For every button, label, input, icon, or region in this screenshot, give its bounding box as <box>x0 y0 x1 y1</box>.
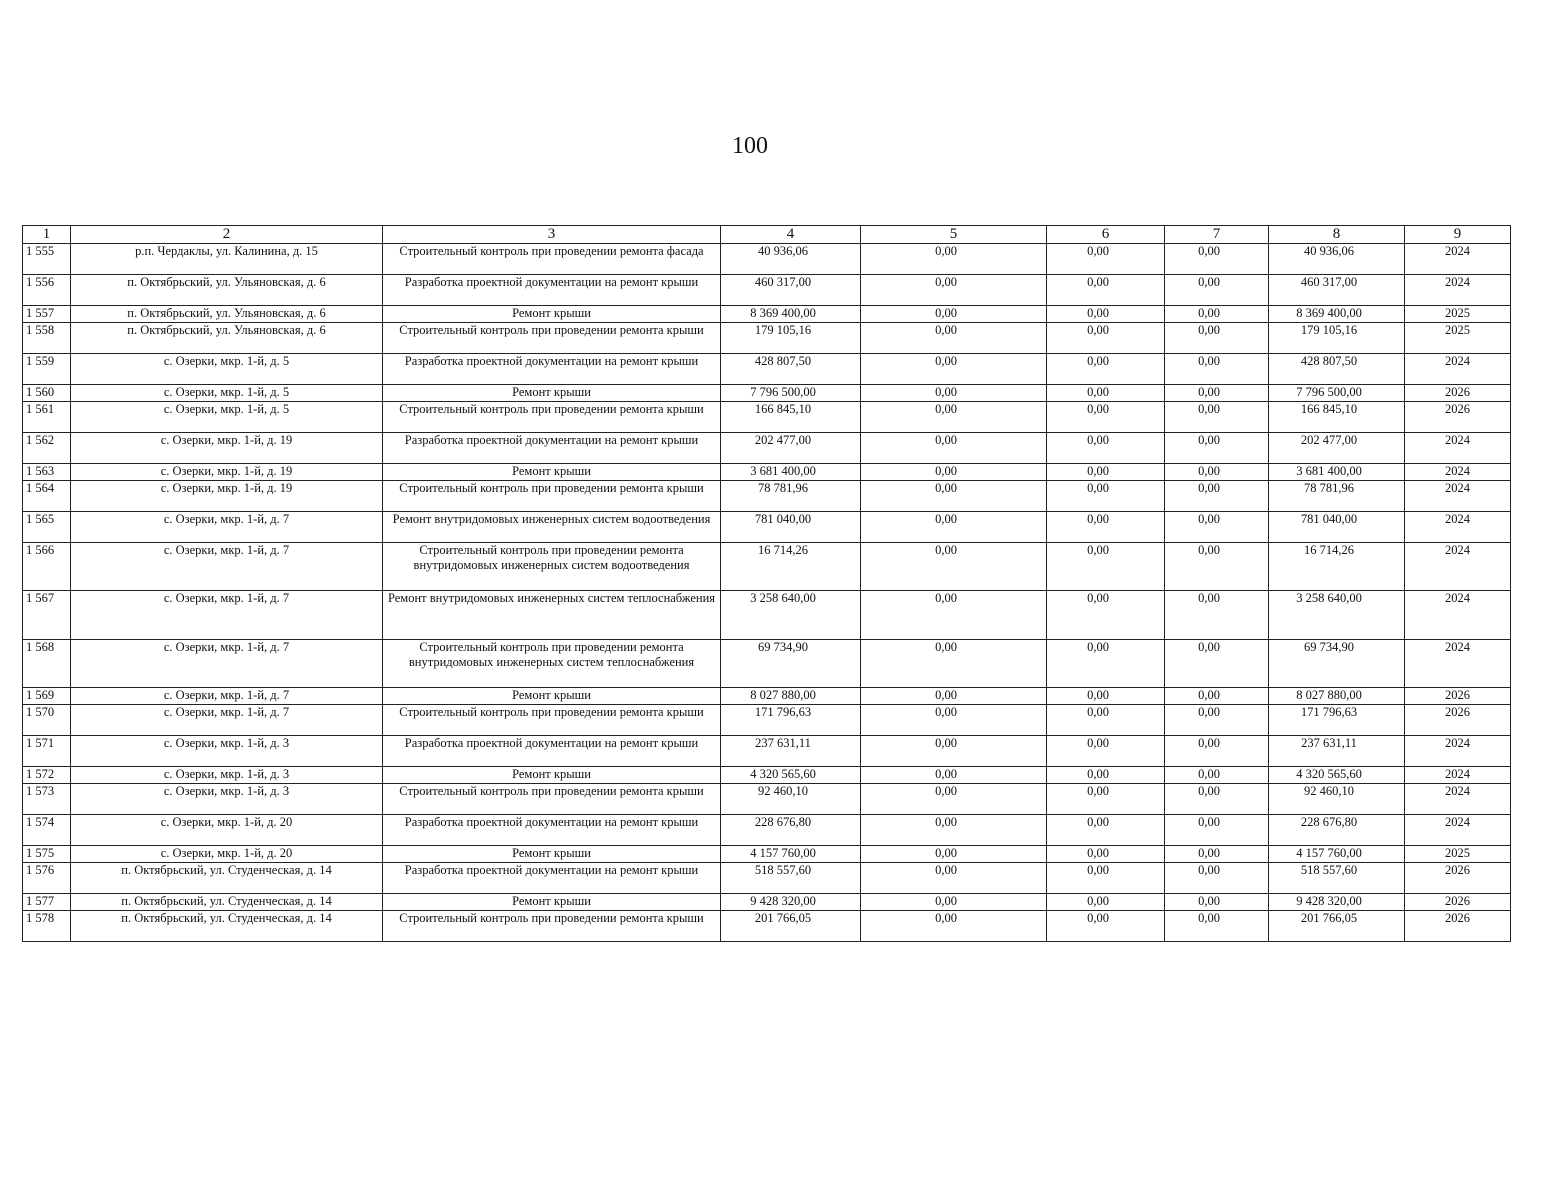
address-cell: с. Озерки, мкр. 1-й, д. 5 <box>71 354 383 385</box>
row-number: 1 578 <box>23 911 71 942</box>
row-number: 1 557 <box>23 306 71 323</box>
col5-cell: 0,00 <box>861 385 1047 402</box>
col7-cell: 0,00 <box>1165 481 1269 512</box>
col6-cell: 0,00 <box>1047 767 1165 784</box>
row-number: 1 570 <box>23 705 71 736</box>
total-cost-cell: 201 766,05 <box>721 911 861 942</box>
col6-cell: 0,00 <box>1047 433 1165 464</box>
total-cost-cell: 179 105,16 <box>721 323 861 354</box>
col8-cell: 4 320 565,60 <box>1269 767 1405 784</box>
row-number: 1 560 <box>23 385 71 402</box>
address-cell: с. Озерки, мкр. 1-й, д. 3 <box>71 736 383 767</box>
col7-cell: 0,00 <box>1165 323 1269 354</box>
address-cell: с. Озерки, мкр. 1-й, д. 20 <box>71 815 383 846</box>
row-number: 1 563 <box>23 464 71 481</box>
col8-cell: 3 258 640,00 <box>1269 591 1405 640</box>
address-cell: с. Озерки, мкр. 1-й, д. 20 <box>71 846 383 863</box>
total-cost-cell: 7 796 500,00 <box>721 385 861 402</box>
address-cell: п. Октябрьский, ул. Студенческая, д. 14 <box>71 863 383 894</box>
table-row <box>23 543 1511 591</box>
year-cell: 2026 <box>1405 688 1511 705</box>
year-cell: 2024 <box>1405 591 1511 640</box>
address-cell: с. Озерки, мкр. 1-й, д. 19 <box>71 481 383 512</box>
total-cost-cell: 78 781,96 <box>721 481 861 512</box>
total-cost-cell: 460 317,00 <box>721 275 861 306</box>
address-cell: с. Озерки, мкр. 1-й, д. 5 <box>71 402 383 433</box>
row-number: 1 561 <box>23 402 71 433</box>
col8-cell: 78 781,96 <box>1269 481 1405 512</box>
year-cell: 2025 <box>1405 323 1511 354</box>
col5-cell: 0,00 <box>861 244 1047 275</box>
col7-cell: 0,00 <box>1165 402 1269 433</box>
table-row <box>23 767 1511 784</box>
col6-cell: 0,00 <box>1047 894 1165 911</box>
col7-cell: 0,00 <box>1165 767 1269 784</box>
year-cell: 2026 <box>1405 863 1511 894</box>
work-type-cell: Ремонт крыши <box>383 846 721 863</box>
col7-cell: 0,00 <box>1165 640 1269 688</box>
header-row <box>23 226 1511 244</box>
row-number: 1 572 <box>23 767 71 784</box>
repair-schedule-table-container <box>22 225 1510 942</box>
col6-cell: 0,00 <box>1047 863 1165 894</box>
page-number: 100 <box>732 133 768 159</box>
col8-cell: 460 317,00 <box>1269 275 1405 306</box>
work-type-cell: Ремонт крыши <box>383 306 721 323</box>
col8-cell: 69 734,90 <box>1269 640 1405 688</box>
year-cell: 2024 <box>1405 481 1511 512</box>
total-cost-cell: 69 734,90 <box>721 640 861 688</box>
col5-cell: 0,00 <box>861 354 1047 385</box>
work-type-cell: Ремонт крыши <box>383 688 721 705</box>
row-number: 1 571 <box>23 736 71 767</box>
column-header-3: 3 <box>383 226 721 244</box>
work-type-cell: Разработка проектной документации на ремонт крыши <box>383 815 721 846</box>
table-row <box>23 688 1511 705</box>
work-type-cell: Разработка проектной документации на ремонт крыши <box>383 354 721 385</box>
address-cell: с. Озерки, мкр. 1-й, д. 19 <box>71 433 383 464</box>
total-cost-cell: 8 027 880,00 <box>721 688 861 705</box>
col8-cell: 4 157 760,00 <box>1269 846 1405 863</box>
col5-cell: 0,00 <box>861 863 1047 894</box>
work-type-cell: Ремонт крыши <box>383 385 721 402</box>
col5-cell: 0,00 <box>861 736 1047 767</box>
col7-cell: 0,00 <box>1165 464 1269 481</box>
address-cell: с. Озерки, мкр. 1-й, д. 7 <box>71 543 383 591</box>
year-cell: 2024 <box>1405 767 1511 784</box>
col7-cell: 0,00 <box>1165 688 1269 705</box>
row-number: 1 568 <box>23 640 71 688</box>
row-number: 1 565 <box>23 512 71 543</box>
total-cost-cell: 171 796,63 <box>721 705 861 736</box>
col8-cell: 228 676,80 <box>1269 815 1405 846</box>
table-row <box>23 846 1511 863</box>
col5-cell: 0,00 <box>861 815 1047 846</box>
year-cell: 2024 <box>1405 640 1511 688</box>
col6-cell: 0,00 <box>1047 354 1165 385</box>
work-type-cell: Строительный контроль при проведении ремонта внутридомовых инженерных систем водоотведения <box>383 543 721 591</box>
row-number: 1 577 <box>23 894 71 911</box>
row-number: 1 555 <box>23 244 71 275</box>
col5-cell: 0,00 <box>861 767 1047 784</box>
table-row <box>23 705 1511 736</box>
work-type-cell: Строительный контроль при проведении ремонта крыши <box>383 323 721 354</box>
col8-cell: 781 040,00 <box>1269 512 1405 543</box>
year-cell: 2024 <box>1405 512 1511 543</box>
col8-cell: 8 027 880,00 <box>1269 688 1405 705</box>
table-row <box>23 323 1511 354</box>
total-cost-cell: 781 040,00 <box>721 512 861 543</box>
col5-cell: 0,00 <box>861 640 1047 688</box>
col8-cell: 179 105,16 <box>1269 323 1405 354</box>
address-cell: с. Озерки, мкр. 1-й, д. 7 <box>71 640 383 688</box>
col6-cell: 0,00 <box>1047 385 1165 402</box>
col7-cell: 0,00 <box>1165 736 1269 767</box>
col5-cell: 0,00 <box>861 688 1047 705</box>
work-type-cell: Ремонт крыши <box>383 464 721 481</box>
total-cost-cell: 202 477,00 <box>721 433 861 464</box>
row-number: 1 567 <box>23 591 71 640</box>
address-cell: р.п. Чердаклы, ул. Калинина, д. 15 <box>71 244 383 275</box>
col6-cell: 0,00 <box>1047 306 1165 323</box>
work-type-cell: Ремонт внутридомовых инженерных систем теплоснабжения <box>383 591 721 640</box>
work-type-cell: Строительный контроль при проведении ремонта крыши <box>383 402 721 433</box>
table-row <box>23 464 1511 481</box>
year-cell: 2024 <box>1405 433 1511 464</box>
work-type-cell: Строительный контроль при проведении ремонта крыши <box>383 784 721 815</box>
col6-cell: 0,00 <box>1047 512 1165 543</box>
year-cell: 2026 <box>1405 385 1511 402</box>
column-header-7: 7 <box>1165 226 1269 244</box>
col6-cell: 0,00 <box>1047 705 1165 736</box>
table-row <box>23 402 1511 433</box>
work-type-cell: Строительный контроль при проведении ремонта внутридомовых инженерных систем теплоснабжения <box>383 640 721 688</box>
year-cell: 2024 <box>1405 815 1511 846</box>
col5-cell: 0,00 <box>861 784 1047 815</box>
address-cell: п. Октябрьский, ул. Ульяновская, д. 6 <box>71 275 383 306</box>
year-cell: 2025 <box>1405 846 1511 863</box>
row-number: 1 575 <box>23 846 71 863</box>
address-cell: с. Озерки, мкр. 1-й, д. 3 <box>71 784 383 815</box>
row-number: 1 566 <box>23 543 71 591</box>
year-cell: 2024 <box>1405 244 1511 275</box>
col8-cell: 9 428 320,00 <box>1269 894 1405 911</box>
address-cell: с. Озерки, мкр. 1-й, д. 7 <box>71 705 383 736</box>
col6-cell: 0,00 <box>1047 464 1165 481</box>
col8-cell: 428 807,50 <box>1269 354 1405 385</box>
address-cell: п. Октябрьский, ул. Студенческая, д. 14 <box>71 911 383 942</box>
col7-cell: 0,00 <box>1165 846 1269 863</box>
work-type-cell: Строительный контроль при проведении ремонта крыши <box>383 911 721 942</box>
col5-cell: 0,00 <box>861 894 1047 911</box>
col8-cell: 166 845,10 <box>1269 402 1405 433</box>
col8-cell: 40 936,06 <box>1269 244 1405 275</box>
col6-cell: 0,00 <box>1047 481 1165 512</box>
address-cell: п. Октябрьский, ул. Ульяновская, д. 6 <box>71 306 383 323</box>
col8-cell: 16 714,26 <box>1269 543 1405 591</box>
col5-cell: 0,00 <box>861 481 1047 512</box>
col5-cell: 0,00 <box>861 846 1047 863</box>
col7-cell: 0,00 <box>1165 894 1269 911</box>
total-cost-cell: 4 157 760,00 <box>721 846 861 863</box>
col7-cell: 0,00 <box>1165 591 1269 640</box>
column-header-8: 8 <box>1269 226 1405 244</box>
work-type-cell: Строительный контроль при проведении ремонта крыши <box>383 481 721 512</box>
work-type-cell: Разработка проектной документации на ремонт крыши <box>383 433 721 464</box>
col6-cell: 0,00 <box>1047 402 1165 433</box>
year-cell: 2024 <box>1405 543 1511 591</box>
row-number: 1 562 <box>23 433 71 464</box>
total-cost-cell: 16 714,26 <box>721 543 861 591</box>
col5-cell: 0,00 <box>861 911 1047 942</box>
table-row <box>23 385 1511 402</box>
col7-cell: 0,00 <box>1165 815 1269 846</box>
col7-cell: 0,00 <box>1165 244 1269 275</box>
col5-cell: 0,00 <box>861 433 1047 464</box>
col8-cell: 7 796 500,00 <box>1269 385 1405 402</box>
table-row <box>23 894 1511 911</box>
table-row <box>23 591 1511 640</box>
col7-cell: 0,00 <box>1165 512 1269 543</box>
col6-cell: 0,00 <box>1047 815 1165 846</box>
col6-cell: 0,00 <box>1047 688 1165 705</box>
col7-cell: 0,00 <box>1165 863 1269 894</box>
year-cell: 2026 <box>1405 894 1511 911</box>
col7-cell: 0,00 <box>1165 385 1269 402</box>
total-cost-cell: 92 460,10 <box>721 784 861 815</box>
col6-cell: 0,00 <box>1047 784 1165 815</box>
year-cell: 2026 <box>1405 911 1511 942</box>
column-header-4: 4 <box>721 226 861 244</box>
column-header-5: 5 <box>861 226 1047 244</box>
row-number: 1 576 <box>23 863 71 894</box>
col7-cell: 0,00 <box>1165 705 1269 736</box>
year-cell: 2024 <box>1405 464 1511 481</box>
col8-cell: 3 681 400,00 <box>1269 464 1405 481</box>
col6-cell: 0,00 <box>1047 846 1165 863</box>
year-cell: 2026 <box>1405 705 1511 736</box>
row-number: 1 574 <box>23 815 71 846</box>
table-row <box>23 306 1511 323</box>
work-type-cell: Ремонт крыши <box>383 767 721 784</box>
col6-cell: 0,00 <box>1047 275 1165 306</box>
address-cell: п. Октябрьский, ул. Ульяновская, д. 6 <box>71 323 383 354</box>
total-cost-cell: 3 681 400,00 <box>721 464 861 481</box>
repair-schedule-table <box>22 225 1511 942</box>
col8-cell: 201 766,05 <box>1269 911 1405 942</box>
table-header <box>23 226 1511 244</box>
year-cell: 2024 <box>1405 275 1511 306</box>
address-cell: с. Озерки, мкр. 1-й, д. 7 <box>71 688 383 705</box>
work-type-cell: Разработка проектной документации на ремонт крыши <box>383 863 721 894</box>
year-cell: 2024 <box>1405 354 1511 385</box>
col6-cell: 0,00 <box>1047 244 1165 275</box>
address-cell: с. Озерки, мкр. 1-й, д. 7 <box>71 512 383 543</box>
table-body <box>23 244 1511 942</box>
col6-cell: 0,00 <box>1047 911 1165 942</box>
total-cost-cell: 4 320 565,60 <box>721 767 861 784</box>
work-type-cell: Ремонт крыши <box>383 894 721 911</box>
table-row <box>23 911 1511 942</box>
address-cell: с. Озерки, мкр. 1-й, д. 3 <box>71 767 383 784</box>
col5-cell: 0,00 <box>861 275 1047 306</box>
col5-cell: 0,00 <box>861 512 1047 543</box>
col7-cell: 0,00 <box>1165 354 1269 385</box>
col8-cell: 202 477,00 <box>1269 433 1405 464</box>
table-row <box>23 815 1511 846</box>
col5-cell: 0,00 <box>861 402 1047 433</box>
col8-cell: 171 796,63 <box>1269 705 1405 736</box>
total-cost-cell: 166 845,10 <box>721 402 861 433</box>
col6-cell: 0,00 <box>1047 640 1165 688</box>
col6-cell: 0,00 <box>1047 543 1165 591</box>
total-cost-cell: 228 676,80 <box>721 815 861 846</box>
row-number: 1 556 <box>23 275 71 306</box>
col6-cell: 0,00 <box>1047 323 1165 354</box>
table-row <box>23 784 1511 815</box>
col5-cell: 0,00 <box>861 543 1047 591</box>
col5-cell: 0,00 <box>861 464 1047 481</box>
row-number: 1 569 <box>23 688 71 705</box>
col8-cell: 518 557,60 <box>1269 863 1405 894</box>
address-cell: с. Озерки, мкр. 1-й, д. 5 <box>71 385 383 402</box>
col7-cell: 0,00 <box>1165 543 1269 591</box>
work-type-cell: Разработка проектной документации на ремонт крыши <box>383 275 721 306</box>
address-cell: п. Октябрьский, ул. Студенческая, д. 14 <box>71 894 383 911</box>
work-type-cell: Строительный контроль при проведении ремонта крыши <box>383 705 721 736</box>
col8-cell: 237 631,11 <box>1269 736 1405 767</box>
total-cost-cell: 40 936,06 <box>721 244 861 275</box>
col5-cell: 0,00 <box>861 705 1047 736</box>
year-cell: 2024 <box>1405 736 1511 767</box>
row-number: 1 558 <box>23 323 71 354</box>
total-cost-cell: 3 258 640,00 <box>721 591 861 640</box>
col8-cell: 92 460,10 <box>1269 784 1405 815</box>
table-row <box>23 354 1511 385</box>
col5-cell: 0,00 <box>861 591 1047 640</box>
total-cost-cell: 8 369 400,00 <box>721 306 861 323</box>
work-type-cell: Ремонт внутридомовых инженерных систем водоотведения <box>383 512 721 543</box>
col5-cell: 0,00 <box>861 323 1047 354</box>
col7-cell: 0,00 <box>1165 784 1269 815</box>
column-header-6: 6 <box>1047 226 1165 244</box>
total-cost-cell: 9 428 320,00 <box>721 894 861 911</box>
address-cell: с. Озерки, мкр. 1-й, д. 7 <box>71 591 383 640</box>
total-cost-cell: 518 557,60 <box>721 863 861 894</box>
col7-cell: 0,00 <box>1165 911 1269 942</box>
col5-cell: 0,00 <box>861 306 1047 323</box>
table-row <box>23 481 1511 512</box>
row-number: 1 559 <box>23 354 71 385</box>
col7-cell: 0,00 <box>1165 306 1269 323</box>
year-cell: 2026 <box>1405 402 1511 433</box>
col7-cell: 0,00 <box>1165 433 1269 464</box>
year-cell: 2024 <box>1405 784 1511 815</box>
address-cell: с. Озерки, мкр. 1-й, д. 19 <box>71 464 383 481</box>
work-type-cell: Разработка проектной документации на ремонт крыши <box>383 736 721 767</box>
row-number: 1 564 <box>23 481 71 512</box>
work-type-cell: Строительный контроль при проведении ремонта фасада <box>383 244 721 275</box>
col7-cell: 0,00 <box>1165 275 1269 306</box>
table-row <box>23 736 1511 767</box>
column-header-9: 9 <box>1405 226 1511 244</box>
column-header-2: 2 <box>71 226 383 244</box>
table-row <box>23 275 1511 306</box>
column-header-1: 1 <box>23 226 71 244</box>
row-number: 1 573 <box>23 784 71 815</box>
table-row <box>23 640 1511 688</box>
year-cell: 2025 <box>1405 306 1511 323</box>
table-row <box>23 512 1511 543</box>
col6-cell: 0,00 <box>1047 591 1165 640</box>
table-row <box>23 863 1511 894</box>
table-row <box>23 433 1511 464</box>
col6-cell: 0,00 <box>1047 736 1165 767</box>
total-cost-cell: 237 631,11 <box>721 736 861 767</box>
table-row <box>23 244 1511 275</box>
col8-cell: 8 369 400,00 <box>1269 306 1405 323</box>
total-cost-cell: 428 807,50 <box>721 354 861 385</box>
